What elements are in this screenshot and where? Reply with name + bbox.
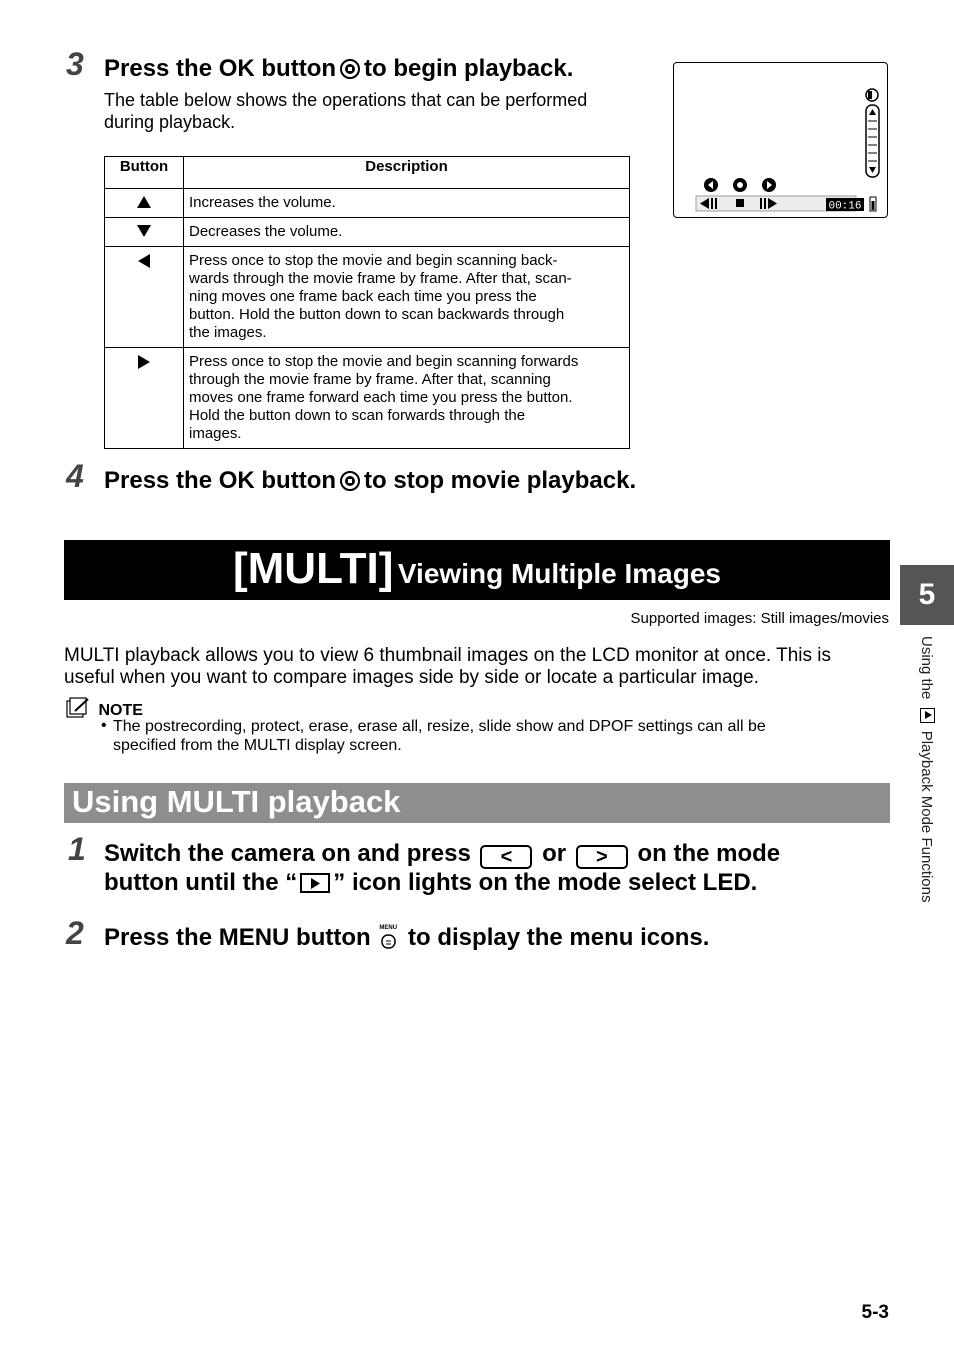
table-header-row [105,157,630,189]
lcd-graphics [674,63,886,216]
header-button: Button [105,157,184,189]
note-text [113,717,766,755]
button-cell [105,189,184,218]
desc-line: Decreases the volume. [189,223,343,240]
description-cell [184,218,630,247]
subheading-title: Using MULTI playback [72,784,401,819]
note-pencil-icon [66,697,92,719]
side-playback-icon [920,708,935,723]
intro-text [64,645,831,689]
step2-part-b: to display the menu icons. [408,924,710,951]
step3-text-line1: The table below shows the operations that can be performed [104,90,588,110]
step3-heading-b: to begin playback. [364,55,574,82]
right-triangle-icon [137,354,151,370]
battery-icon [870,197,876,211]
section-banner [64,540,890,600]
header-description: Description [184,157,630,189]
page-number: 5-3 [861,1302,889,1323]
step4-heading [104,467,636,494]
stop-icon [736,199,744,207]
left-key-icon: < [480,845,532,869]
note-line1: The postrecording, protect, erase, erase all, resize, slide show and DPOF settings can all be [113,718,766,735]
step4-heading-b: to stop movie playback. [364,467,637,494]
desc-line: ning moves one frame back each time you press the [189,288,537,305]
desc-line: images. [189,425,242,442]
button-cell [105,218,184,247]
step-number-4: 4 [66,458,84,494]
desc-line: the images. [189,324,267,341]
desc-line: button. Hold the button down to scan backwards through [189,306,565,323]
button-cell [105,247,184,348]
note-line2: specified from the MULTI display screen. [113,737,402,754]
subheading-bar [64,783,890,823]
lcd-left-button-icon [704,178,718,192]
intro-line2: useful when you want to compare images side by side or locate a particular image. [64,667,759,688]
step1-heading [104,840,780,896]
lcd-screen-illustration [673,62,888,218]
button-cell [105,348,184,449]
step1-line2-a: button until the “ [104,869,298,896]
description-cell [184,189,630,218]
supported-images: Supported images: Still images/movies [630,610,889,627]
step-number-2: 2 [66,915,84,951]
banner-title-small: Viewing Multiple Images [397,558,721,589]
desc-line: Press once to stop the movie and begin scanning forwards [189,353,579,370]
ok-button-icon [340,471,360,491]
desc-line: Increases the volume. [189,194,336,211]
step3-heading [104,55,573,82]
step1-part-b: on the mode [637,840,781,867]
step2-heading [104,924,709,951]
step3-heading-a: Press the OK button [104,55,337,82]
left-triangle-icon [137,253,151,269]
table-row [105,247,630,348]
note-bullet: • [101,717,107,734]
playback-mode-icon [300,873,330,893]
step2-part-a: Press the MENU button [104,924,371,951]
table-row [105,218,630,247]
playback-operations-table [104,156,630,449]
lcd-timer: 00:16 [828,200,862,213]
step1-line2-b: ” icon lights on the mode select LED. [333,869,758,896]
step3-text [104,89,587,133]
note-label: NOTE [98,702,143,719]
menu-icon-label: MENU [379,925,398,931]
step3-text-line2: during playback. [104,112,236,132]
description-cell [184,247,630,348]
step4-heading-a: Press the OK button [104,467,337,494]
volume-bar-icon [866,105,879,177]
down-triangle-icon [136,224,152,238]
side-running-title [918,636,935,902]
description-cell [184,348,630,449]
speaker-icon [866,89,878,101]
step1-line1 [104,840,780,869]
ok-button-icon [340,59,360,79]
desc-line: wards through the movie frame by frame. After that, scan- [189,270,572,287]
menu-button-icon [379,925,399,951]
lcd-ok-button-icon [733,178,747,192]
table-row [105,348,630,449]
step1-part-a: Switch the camera on and press [104,840,471,867]
lcd-right-button-icon [762,178,776,192]
desc-line: through the movie frame by frame. After that, scanning [189,371,551,388]
table-row [105,189,630,218]
up-triangle-icon [136,195,152,209]
desc-line: Hold the button down to scan forwards through the [189,407,526,424]
desc-line: Press once to stop the movie and begin scanning back- [189,252,558,269]
step1-line2 [104,869,780,896]
side-text-b: Playback Mode Functions [918,730,935,903]
step-number-3: 3 [66,46,84,82]
step1-or: or [542,840,567,867]
right-key-icon: > [576,845,628,869]
step-number-1: 1 [68,831,86,867]
banner-title-big: [MULTI] [232,544,394,593]
intro-line1: MULTI playback allows you to view 6 thumbnail images on the LCD monitor at once. This is [64,645,832,666]
side-text-a: Using the [918,636,935,700]
desc-line: moves one frame forward each time you press the button. [189,389,573,406]
chapter-tab: 5 [900,565,954,625]
